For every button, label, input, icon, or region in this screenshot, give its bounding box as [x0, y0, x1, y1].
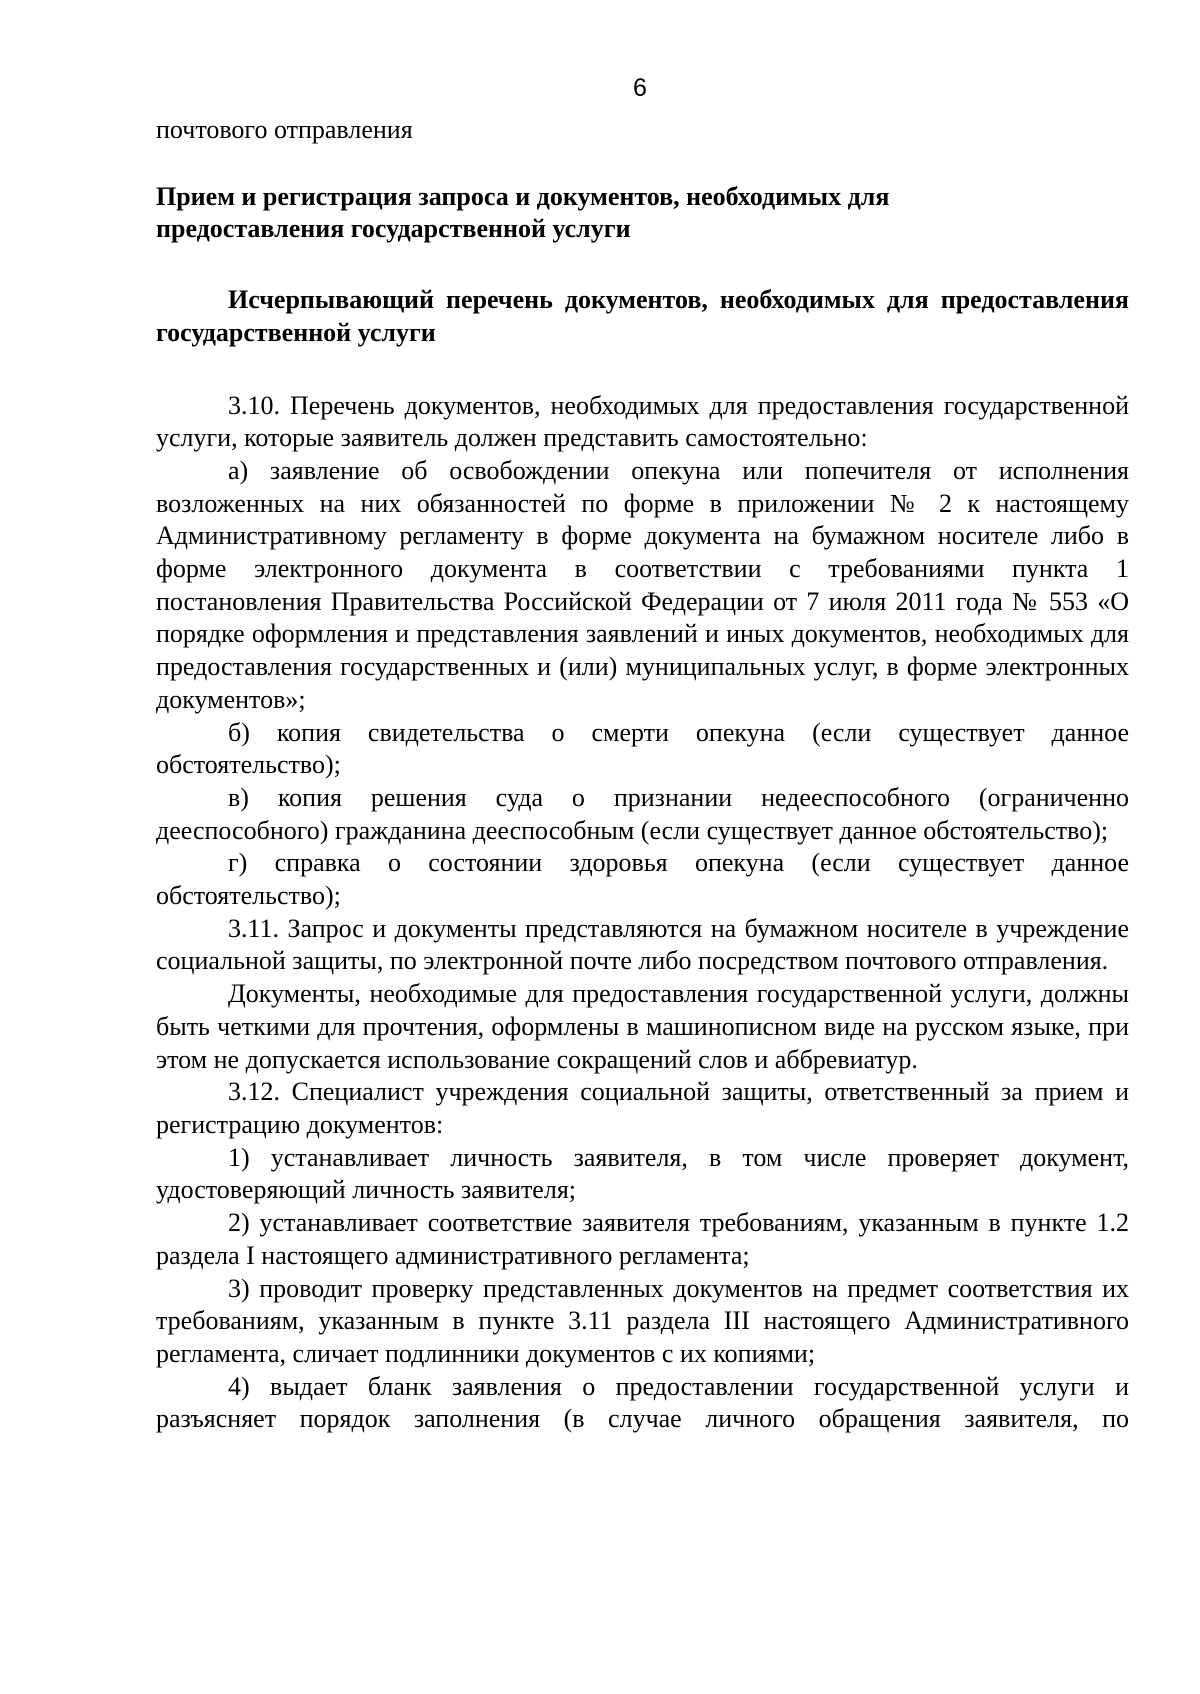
lead-line: почтового отправления: [156, 115, 413, 144]
document-body: [156, 114, 1129, 1436]
spacer: [156, 350, 1129, 390]
paragraph-3-11: 3.11. Запрос и документы представляются на бумажном носителе в учреждение социальной защиты, по электронной почте либо посредством почтового отправления.: [156, 913, 1129, 976]
section-heading-line-1: Прием и регистрация запроса и документов, необходимых для: [156, 181, 890, 211]
list-item-v: в) копия решения суда о признании недееспособного (ограниченно дееспособного) гражданина дееспособным (если существует данное обстоятельство);: [156, 782, 1129, 845]
spacer: [156, 147, 1129, 181]
page-number: 6: [633, 74, 647, 102]
list-item-b: б) копия свидетельства о смерти опекуна (если существует данное обстоятельство);: [156, 717, 1129, 780]
list-item-1: 1) устанавливает личность заявителя, в том числе проверяет документ, удостоверяющий личность заявителя;: [156, 1142, 1129, 1205]
section-heading-line-2: предоставления государственной услуги: [156, 214, 631, 244]
list-item-g: г) справка о состоянии здоровья опекуна (если существует данное обстоятельство);: [156, 848, 1129, 911]
paragraph-3-10: 3.10. Перечень документов, необходимых для предоставления государственной услуги, которые заявитель должен представить самостоятельно:: [156, 390, 1129, 453]
list-item-a: а) заявление об освобождении опекуна или попечителя от исполнения возложенных на них обязанностей по форме в приложении № 2 к настоящему Административному регламенту в форме документа на бумажном носителе либо в форме электронного документа в соответствии с требованиями пункта 1 постановления Правительства Российской Федерации от 7 июля 2011 года № 553 «О порядке оформления и представления заявлений и иных документов, необходимых для предоставления государственных и (или) муниципальных услуг, в форме электронных документов»;: [156, 455, 1129, 714]
paragraph-documents-requirements: Документы, необходимые для предоставления государственной услуги, должны быть четкими для прочтения, оформлены в машинописном виде на русском языке, при этом не допускается использование сокращений слов и аббревиатур.: [156, 979, 1129, 1074]
list-item-3: 3) проводит проверку представленных документов на предмет соответствия их требованиям, указанным в пункте 3.11 раздела III настоящего Административного регламента, сличает подлинники документов с их копиями;: [156, 1273, 1129, 1368]
list-item-4: 4) выдает бланк заявления о предоставлении государственной услуги и разъясняет порядок заполнения (в случае личного обращения заявителя, по: [156, 1371, 1129, 1434]
spacer: [156, 246, 1129, 284]
paragraph-3-12: 3.12. Специалист учреждения социальной защиты, ответственный за прием и регистрацию документов:: [156, 1077, 1129, 1139]
list-item-2: 2) устанавливает соответствие заявителя требованиям, указанным в пункте 1.2 раздела I настоящего административного регламента;: [156, 1208, 1129, 1270]
section-heading: [156, 181, 1129, 246]
subheading: Исчерпывающий перечень документов, необходимых для предоставления государственной услуги: [156, 285, 1129, 347]
